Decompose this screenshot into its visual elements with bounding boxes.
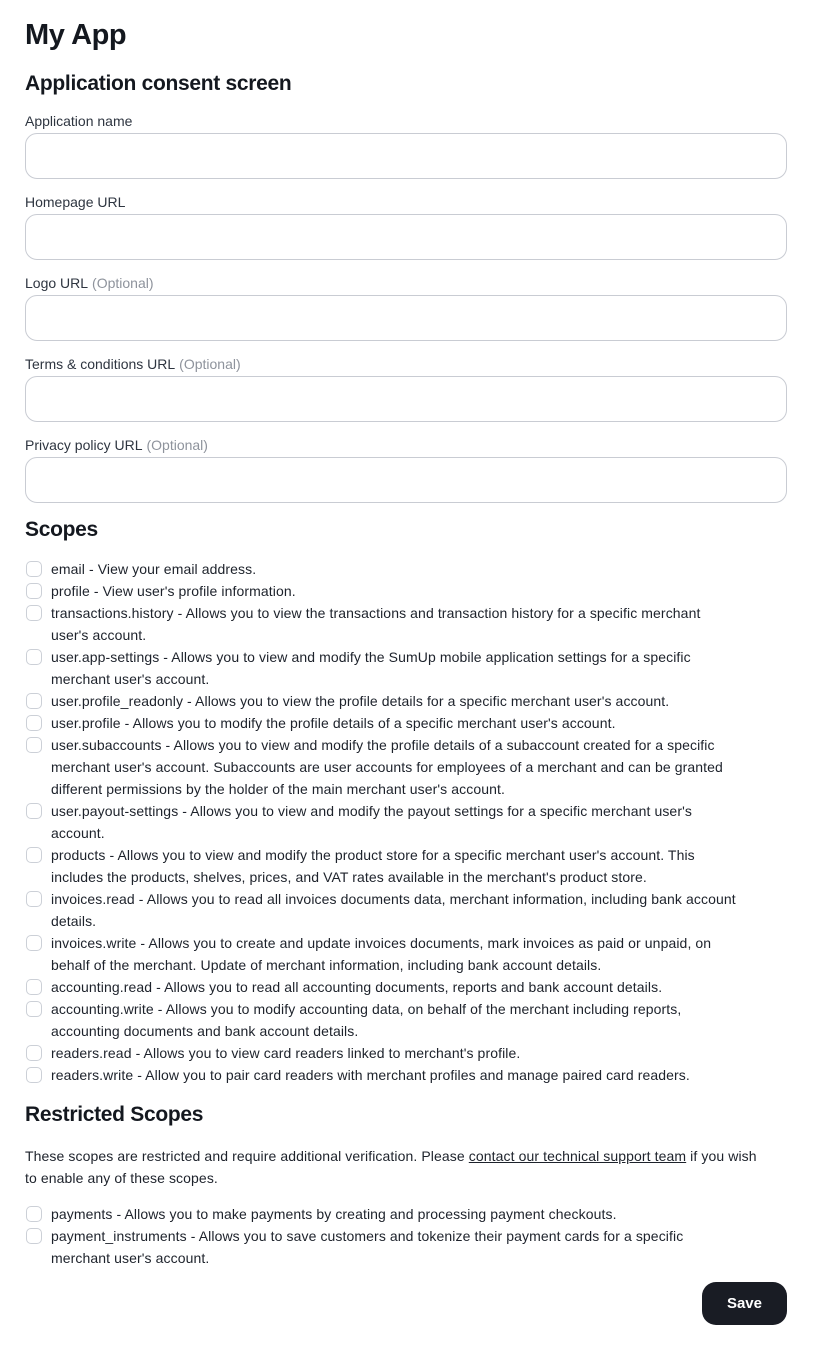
application-name-input[interactable] bbox=[25, 133, 787, 179]
scope-item bbox=[25, 1042, 787, 1064]
terms-url-input[interactable] bbox=[25, 376, 787, 422]
scope-text: products - Allows you to view and modify the product store for a specific merchant user's account. This includes the products, shelves, prices, and VAT rates available in the merchant's product store. bbox=[51, 847, 695, 885]
scope-text: user.app-settings - Allows you to view and modify the SumUp mobile application settings for a specific merchant user's account. bbox=[51, 649, 691, 687]
scope-checkbox[interactable] bbox=[26, 1001, 42, 1017]
scope-item bbox=[25, 712, 787, 734]
scope-text: user.payout-settings - Allows you to view and modify the payout settings for a specific merchant user's account. bbox=[51, 803, 692, 841]
scope-text: profile - View user's profile information. bbox=[51, 583, 296, 599]
consent-screen-heading: Application consent screen bbox=[25, 72, 292, 95]
restricted-scope-checkbox[interactable] bbox=[26, 1206, 42, 1222]
field-application-name bbox=[25, 113, 787, 179]
scope-checkbox[interactable] bbox=[26, 649, 42, 665]
homepage-url-label-text: Homepage URL bbox=[25, 194, 126, 210]
field-terms-url bbox=[25, 356, 787, 422]
consent-form bbox=[25, 113, 787, 503]
scope-item bbox=[25, 646, 787, 690]
scope-text: user.subaccounts - Allows you to view and modify the profile details of a subaccount created for a specific merchant user's account. Subaccounts are user accounts for employees of a merchant and can be granted different permissions by the holder of the main merchant user's account. bbox=[51, 737, 723, 797]
scope-text: email - View your email address. bbox=[51, 561, 257, 577]
terms-url-label-text: Terms & conditions URL bbox=[25, 356, 176, 372]
restricted-note-text-after: if you wish to enable any of these scopes. bbox=[25, 1148, 757, 1186]
privacy-url-label bbox=[25, 437, 787, 453]
scope-text: invoices.write - Allows you to create and update invoices documents, mark invoices as paid or unpaid, on behalf of the merchant. Update of merchant information, including bank account details. bbox=[51, 935, 712, 973]
terms-url-optional-tag: (Optional) bbox=[179, 356, 241, 372]
privacy-url-label-text: Privacy policy URL bbox=[25, 437, 143, 453]
scope-text: transactions.history - Allows you to view the transactions and transaction history for a specific merchant user's account. bbox=[51, 605, 701, 643]
scope-text: accounting.read - Allows you to read all accounting documents, reports and bank account details. bbox=[51, 979, 663, 995]
save-button[interactable]: Save bbox=[702, 1282, 787, 1325]
page-title: My App bbox=[25, 19, 127, 51]
scope-checkbox[interactable] bbox=[26, 891, 42, 907]
privacy-url-input[interactable] bbox=[25, 457, 787, 503]
scope-item bbox=[25, 888, 787, 932]
restricted-scope-item bbox=[25, 1225, 787, 1269]
restricted-scopes-note bbox=[25, 1145, 771, 1189]
scope-item bbox=[25, 932, 787, 976]
scope-checkbox[interactable] bbox=[26, 1045, 42, 1061]
scope-checkbox[interactable] bbox=[26, 803, 42, 819]
scope-text: readers.read - Allows you to view card readers linked to merchant's profile. bbox=[51, 1045, 521, 1061]
scope-text: invoices.read - Allows you to read all invoices documents data, merchant information, including bank account details. bbox=[51, 891, 736, 929]
logo-url-input[interactable] bbox=[25, 295, 787, 341]
restricted-scope-item bbox=[25, 1203, 787, 1225]
privacy-url-optional-tag: (Optional) bbox=[146, 437, 208, 453]
save-row bbox=[25, 1282, 787, 1325]
scope-checkbox[interactable] bbox=[26, 1067, 42, 1083]
field-privacy-url bbox=[25, 437, 787, 503]
scope-checkbox[interactable] bbox=[26, 715, 42, 731]
homepage-url-label bbox=[25, 194, 787, 210]
scope-checkbox[interactable] bbox=[26, 583, 42, 599]
restricted-note-text-before: These scopes are restricted and require additional verification. Please bbox=[25, 1148, 469, 1164]
scope-checkbox[interactable] bbox=[26, 605, 42, 621]
scope-item bbox=[25, 602, 787, 646]
scope-text: user.profile - Allows you to modify the profile details of a specific merchant user's account. bbox=[51, 715, 616, 731]
scope-item bbox=[25, 998, 787, 1042]
restricted-scope-text: payments - Allows you to make payments by creating and processing payment checkouts. bbox=[51, 1206, 617, 1222]
homepage-url-input[interactable] bbox=[25, 214, 787, 260]
scope-item bbox=[25, 844, 787, 888]
scopes-heading: Scopes bbox=[25, 518, 98, 541]
scope-item bbox=[25, 580, 787, 602]
logo-url-optional-tag: (Optional) bbox=[92, 275, 154, 291]
restricted-scope-checkbox[interactable] bbox=[26, 1228, 42, 1244]
terms-url-label bbox=[25, 356, 787, 372]
scope-checkbox[interactable] bbox=[26, 693, 42, 709]
restricted-scopes-heading: Restricted Scopes bbox=[25, 1103, 204, 1126]
scope-checkbox[interactable] bbox=[26, 979, 42, 995]
scope-item bbox=[25, 1064, 787, 1086]
logo-url-label-text: Logo URL bbox=[25, 275, 89, 291]
scope-text: readers.write - Allow you to pair card readers with merchant profiles and manage paired card readers. bbox=[51, 1067, 690, 1083]
scope-item bbox=[25, 976, 787, 998]
logo-url-label bbox=[25, 275, 787, 291]
application-name-label-text: Application name bbox=[25, 113, 133, 129]
scope-item bbox=[25, 558, 787, 580]
scope-checkbox[interactable] bbox=[26, 561, 42, 577]
application-name-label bbox=[25, 113, 787, 129]
contact-support-link[interactable]: contact our technical support team bbox=[468, 1148, 687, 1164]
scope-checkbox[interactable] bbox=[26, 737, 42, 753]
restricted-scopes-list bbox=[25, 1203, 787, 1269]
scopes-list bbox=[25, 558, 787, 1086]
scope-item bbox=[25, 690, 787, 712]
restricted-scope-text: payment_instruments - Allows you to save customers and tokenize their payment cards for a specific merchant user's account. bbox=[51, 1228, 684, 1266]
field-homepage-url bbox=[25, 194, 787, 260]
scope-text: accounting.write - Allows you to modify accounting data, on behalf of the merchant including reports, accounting documents and bank account details. bbox=[51, 1001, 682, 1039]
scope-item bbox=[25, 734, 787, 800]
scope-checkbox[interactable] bbox=[26, 847, 42, 863]
scope-text: user.profile_readonly - Allows you to view the profile details for a specific merchant user's account. bbox=[51, 693, 670, 709]
scope-checkbox[interactable] bbox=[26, 935, 42, 951]
field-logo-url bbox=[25, 275, 787, 341]
scope-item bbox=[25, 800, 787, 844]
